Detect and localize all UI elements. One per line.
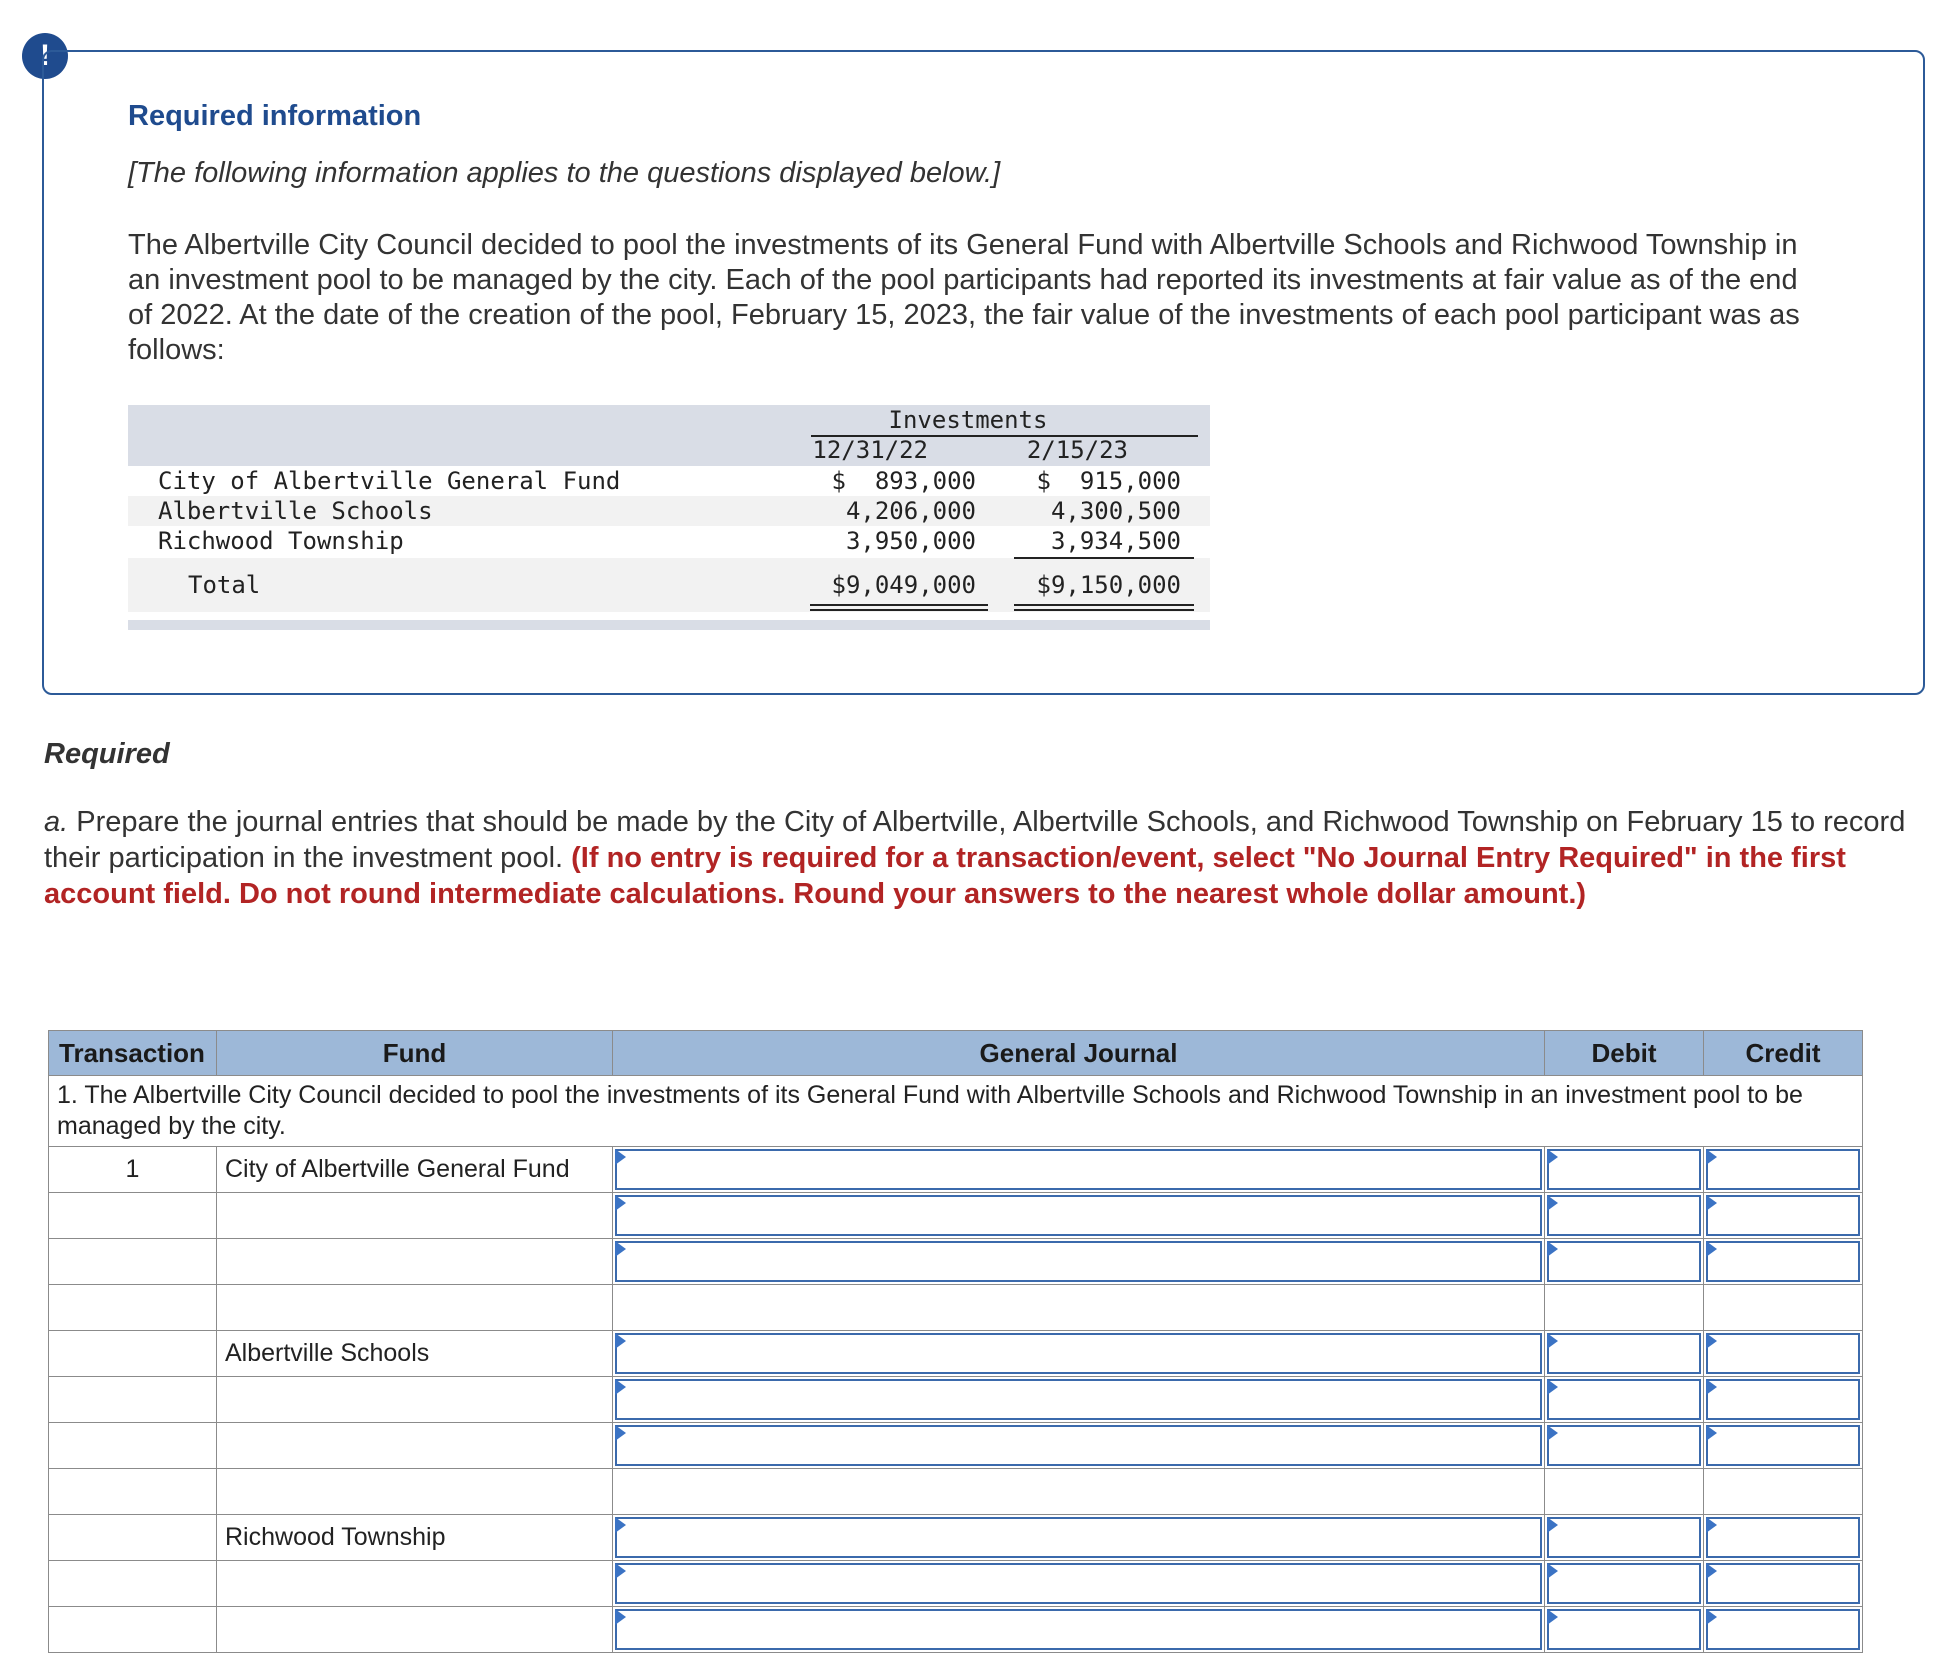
value-2022-schools: 4,206,000: [845, 497, 976, 525]
part-a-instructions: [44, 804, 1914, 912]
dropdown-arrow-icon: [1547, 1241, 1558, 1257]
fund-label: City of Albertville General Fund: [217, 1147, 613, 1193]
header-fund: Fund: [217, 1031, 613, 1076]
dropdown-arrow-icon: [1706, 1241, 1717, 1257]
debit-input[interactable]: [1545, 1423, 1703, 1468]
part-a-prefix: a.: [44, 806, 69, 838]
dropdown-arrow-icon: [615, 1379, 626, 1395]
credit-input[interactable]: [1704, 1331, 1862, 1376]
credit-input[interactable]: [1704, 1607, 1862, 1652]
journal-row: [49, 1607, 1863, 1653]
credit-input[interactable]: [1704, 1423, 1862, 1468]
transaction-number: 1: [49, 1147, 217, 1193]
dropdown-arrow-icon: [615, 1563, 626, 1579]
alert-exclamation-icon: !: [22, 33, 68, 79]
journal-row: [49, 1423, 1863, 1469]
dropdown-arrow-icon: [1706, 1195, 1717, 1211]
credit-input[interactable]: [1704, 1561, 1862, 1606]
journal-row: [49, 1147, 1863, 1193]
spacer-row: [49, 1285, 1863, 1331]
journal-row: [49, 1239, 1863, 1285]
dropdown-arrow-icon: [615, 1195, 626, 1211]
dropdown-arrow-icon: [1547, 1379, 1558, 1395]
total-double-underline: [810, 604, 988, 606]
account-select[interactable]: [613, 1561, 1544, 1606]
row-label: Albertville Schools: [158, 497, 433, 525]
spacer-row: [49, 1469, 1863, 1515]
journal-row: [49, 1377, 1863, 1423]
header-debit: Debit: [1545, 1031, 1704, 1076]
debit-input[interactable]: [1545, 1607, 1703, 1652]
debit-input[interactable]: [1545, 1331, 1703, 1376]
info-paragraph: The Albertville City Council decided to pool the investments of its General Fund with Albertville Schools and Richwood Township in an investment pool to be managed by the city. Each of the pool participants had reported its investments at fair value as of the end of 2022. At the date of the creation of the pool, February 15, 2023, the fair value of the investments of each pool participant was as follows:: [128, 229, 1800, 366]
dropdown-arrow-icon: [1706, 1333, 1717, 1349]
credit-input[interactable]: [1704, 1147, 1862, 1192]
dropdown-arrow-icon: [1547, 1195, 1558, 1211]
journal-row: [49, 1331, 1863, 1377]
account-select[interactable]: [613, 1377, 1544, 1422]
debit-input[interactable]: [1545, 1377, 1703, 1422]
credit-input[interactable]: [1704, 1239, 1862, 1284]
fund-label: Albertville Schools: [217, 1331, 613, 1377]
dropdown-arrow-icon: [1547, 1609, 1558, 1625]
value-2022-general-fund: $ 893,000: [831, 467, 976, 495]
required-heading: Required: [44, 738, 170, 770]
account-select[interactable]: [613, 1423, 1544, 1468]
journal-row: [49, 1561, 1863, 1607]
table-footer-band: [128, 620, 1210, 630]
dropdown-arrow-icon: [1706, 1563, 1717, 1579]
fund-label: Richwood Township: [217, 1515, 613, 1561]
credit-input[interactable]: [1704, 1193, 1862, 1238]
investments-header: Investments: [888, 406, 1048, 434]
value-2023-general-fund: $ 915,000: [1036, 467, 1181, 495]
info-subtitle: [The following information applies to the questions displayed below.]: [128, 157, 1001, 189]
account-select[interactable]: [613, 1147, 1544, 1192]
journal-entry-table: [48, 1030, 1863, 1653]
required-information-title: Required information: [128, 100, 422, 132]
credit-input[interactable]: [1704, 1515, 1862, 1560]
account-select[interactable]: [613, 1193, 1544, 1238]
transaction-description: 1. The Albertville City Council decided to pool the investments of its General Fund with Albertville Schools and Richwood Township in an investment pool to be managed by the city.: [49, 1076, 1863, 1147]
credit-input[interactable]: [1704, 1377, 1862, 1422]
account-select[interactable]: [613, 1607, 1544, 1652]
total-2022: $9,049,000: [831, 571, 976, 599]
debit-input[interactable]: [1545, 1147, 1703, 1192]
dropdown-arrow-icon: [1547, 1563, 1558, 1579]
account-select[interactable]: [613, 1331, 1544, 1376]
debit-input[interactable]: [1545, 1561, 1703, 1606]
row-label: Richwood Township: [158, 527, 404, 555]
dropdown-arrow-icon: [1706, 1609, 1717, 1625]
journal-row: [49, 1515, 1863, 1561]
debit-input[interactable]: [1545, 1193, 1703, 1238]
subtotal-underline: [1014, 557, 1194, 559]
dropdown-arrow-icon: [1706, 1149, 1717, 1165]
dropdown-arrow-icon: [1706, 1517, 1717, 1533]
date-header-2: 2/15/23: [1026, 436, 1128, 464]
header-transaction: Transaction: [49, 1031, 217, 1076]
header-general-journal: General Journal: [613, 1031, 1545, 1076]
date-header-1: 12/31/22: [812, 436, 928, 464]
dropdown-arrow-icon: [615, 1609, 626, 1625]
header-credit: Credit: [1704, 1031, 1863, 1076]
dropdown-arrow-icon: [1706, 1379, 1717, 1395]
dropdown-arrow-icon: [615, 1425, 626, 1441]
journal-row: [49, 1193, 1863, 1239]
part-a-text: Prepare the journal entries that should be made by the City of Albertville, Albertville Schools, and Richwood Township on February 15 to record their participation in the investment pool.: [44, 806, 1906, 874]
row-label: City of Albertville General Fund: [158, 467, 621, 495]
dropdown-arrow-icon: [1547, 1425, 1558, 1441]
account-select[interactable]: [613, 1515, 1544, 1560]
dropdown-arrow-icon: [615, 1241, 626, 1257]
dropdown-arrow-icon: [1547, 1517, 1558, 1533]
total-2023: $9,150,000: [1036, 571, 1181, 599]
dropdown-arrow-icon: [1547, 1333, 1558, 1349]
total-double-underline: [1014, 604, 1194, 606]
total-label: Total: [188, 571, 261, 599]
part-a-red-note: (If no entry is required for a transaction/event, select "No Journal Entry Required" in the first account field. Do not round intermediate calculations. Round your answers to the nearest whole dollar amount.): [44, 842, 1846, 910]
dropdown-arrow-icon: [615, 1149, 626, 1165]
value-2023-richwood: 3,934,500: [1050, 527, 1181, 555]
dropdown-arrow-icon: [1547, 1149, 1558, 1165]
dropdown-arrow-icon: [615, 1333, 626, 1349]
dropdown-arrow-icon: [1706, 1425, 1717, 1441]
debit-input[interactable]: [1545, 1515, 1703, 1560]
dropdown-arrow-icon: [615, 1517, 626, 1533]
value-2022-richwood: 3,950,000: [845, 527, 976, 555]
value-2023-schools: 4,300,500: [1050, 497, 1181, 525]
debit-input[interactable]: [1545, 1239, 1703, 1284]
account-select[interactable]: [613, 1239, 1544, 1284]
